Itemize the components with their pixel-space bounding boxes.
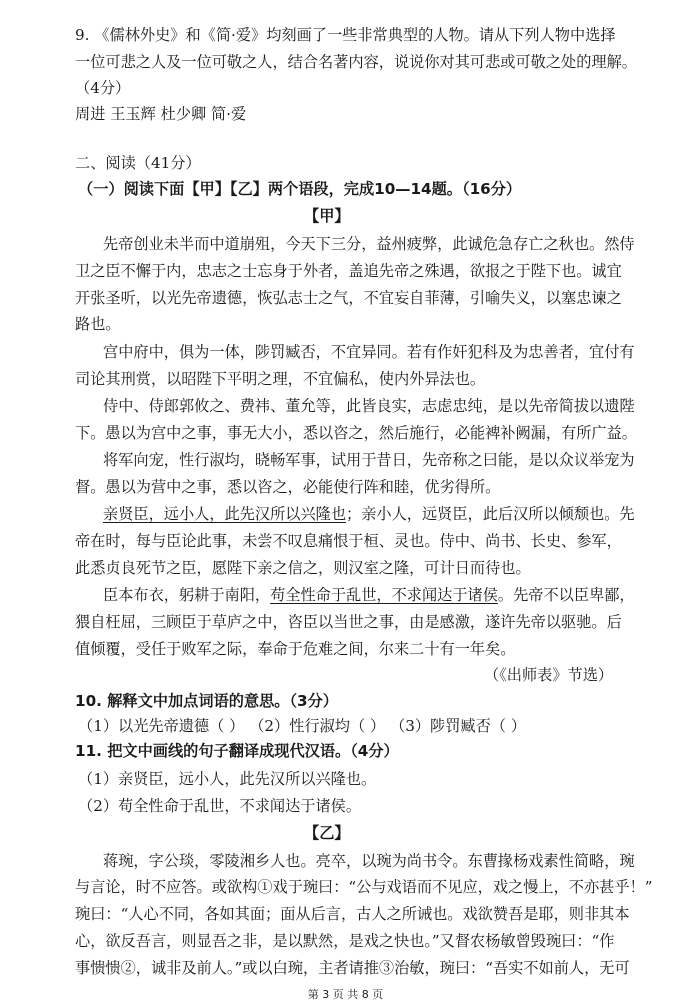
q9-score: （4分）	[75, 79, 131, 97]
jia-p4-l2: 督。愚以为营中之事，悉以咨之，必能使行阵和睦，优劣得所。	[75, 478, 501, 496]
jia-title: 【甲】	[304, 207, 350, 225]
q11-title: 11. 把文中画线的句子翻译成现代汉语。（4分）	[75, 742, 399, 760]
jia-p4-l1: 将军向宠，性行淑均，晓畅军事，试用于昔日，先帝称之曰能，是以众议举宠为	[103, 451, 635, 469]
jia-p6-l2: 猥自枉屈，三顾臣于草庐之中，咨臣以当世之事，由是感激，遂许先帝以驱驰。后	[75, 613, 622, 631]
jia-p3-l1: 侍中、侍郎郭攸之、费祎、董允等，此皆良实，志虑忠纯，是以先帝简拔以遗陛	[103, 397, 635, 415]
jia-p1-l4: 路也。	[75, 315, 121, 333]
jia-p1-l3: 开张圣听，以光先帝遗德，恢弘志士之气，不宜妄自菲薄，引喻失义，以塞忠谏之	[75, 289, 622, 307]
yi-l5: 事愦愦②，诚非及前人。”或以白琬，主者请推③治敏，琬曰：“吾实不如前人，无可	[75, 959, 630, 977]
q9-line1: 9. 《儒林外史》和《简·爱》均刻画了一些非常典型的人物。请从下列人物中选择	[75, 26, 616, 44]
yi-title: 【乙】	[304, 824, 350, 842]
q10-title: 10. 解释文中加点词语的意思。（3分）	[75, 692, 338, 710]
jia-p5-l1-rest: ；亲小人，远贤臣，此后汉所以倾颓也。先	[346, 505, 635, 523]
jia-p6-l1	[103, 584, 635, 606]
q9-people: 周进 王玉辉 杜少卿 简·爱	[75, 105, 247, 123]
jia-p6-l1-b: 。先帝不以臣卑鄙，	[497, 586, 635, 604]
jia-p5-l1	[103, 503, 635, 525]
jia-p2-l2: 司论其刑赏，以昭陛下平明之理，不宜偏私，使内外异法也。	[75, 370, 486, 388]
yi-l1: 蒋琬，字公琰，零陵湘乡人也。亮卒，以琬为尚书令。东曹掾杨戏素性简略，琬	[103, 852, 635, 870]
yi-l3: 琬曰：“人心不同，各如其面；面从后言，古人之所诫也。戏欲赞吾是耶，则非其本	[75, 905, 630, 923]
jia-p2-l1: 宫中府中，俱为一体，陟罚臧否，不宜异同。若有作奸犯科及为忠善者，宜付有	[103, 343, 635, 361]
jia-p6-l3: 值倾覆，受任于败军之际，奉命于危难之间，尔来二十有一年矣。	[75, 640, 516, 658]
q9-line2: 一位可悲之人及一位可敬之人，结合名著内容，说说你对其可悲或可敬之处的理解。	[75, 53, 637, 71]
jia-p3-l2: 下。愚以为宫中之事，事无大小，悉以咨之，然后施行，必能裨补阙漏，有所广益。	[75, 424, 637, 442]
jia-p5-l3: 此悉贞良死节之臣，愿陛下亲之信之，则汉室之隆，可计日而待也。	[75, 559, 531, 577]
underlined-sentence-1: 亲贤臣，远小人，此先汉所以兴隆也	[103, 505, 346, 523]
q10-items: （1）以光先帝遗德（ ） （2）性行淑均（ ） （3）陟罚臧否（ ）	[78, 717, 527, 735]
q11-s2: （2）苟全性命于乱世，不求闻达于诸侯。	[78, 797, 362, 815]
jia-p1-l2: 卫之臣不懈于内，忠志之士忘身于外者，盖追先帝之殊遇，欲报之于陛下也。诚宜	[75, 262, 622, 280]
page-footer: 第 3 页 共 8 页	[307, 988, 384, 1001]
jia-p1-l1: 先帝创业未半而中道崩殂，今天下三分，益州疲弊，此诚危急存亡之秋也。然侍	[103, 235, 635, 253]
jia-p6-l1-a: 臣本布衣，躬耕于南阳，	[103, 586, 271, 604]
part1-title: （一）阅读下面【甲】【乙】两个语段，完成10—14题。（16分）	[78, 180, 522, 198]
underlined-sentence-2: 苟全性命于乱世，不求闻达于诸侯	[270, 586, 498, 604]
jia-source: （《出师表》节选）	[484, 666, 614, 684]
jia-p5-l2: 帝在时，每与臣论此事，未尝不叹息痛恨于桓、灵也。侍中、尚书、长史、参军，	[75, 532, 622, 550]
section2-title: 二、阅读（41分）	[75, 154, 201, 172]
yi-l2: 与言论，时不应答。或欲构①戏于琬曰：“公与戏语而不见应，戏之慢上，不亦甚乎！”	[75, 878, 653, 896]
q11-s1: （1）亲贤臣，远小人，此先汉所以兴隆也。	[78, 770, 377, 788]
yi-l4: 心，欲反吾言，则显吾之非，是以默然，是戏之快也。”又督农杨敏曾毁琬曰：“作	[75, 932, 615, 950]
